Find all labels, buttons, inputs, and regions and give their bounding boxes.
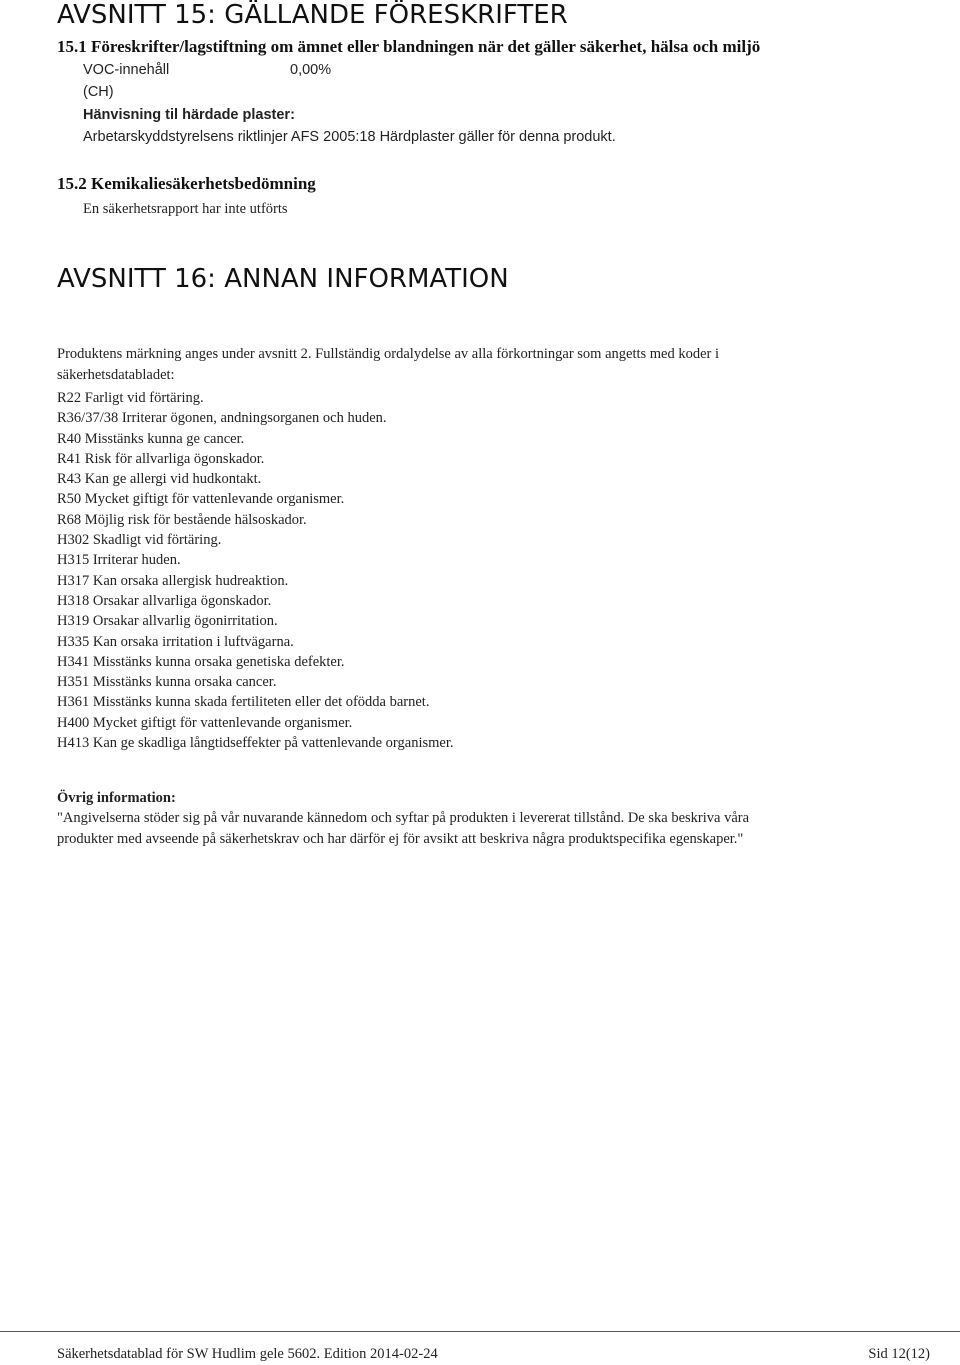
hazard-phrase-item: H361 Misstänks kunna skada fertiliteten eller det ofödda barnet. — [57, 694, 430, 711]
voc-label: VOC-innehåll — [83, 62, 170, 78]
subsection-title: Kemikaliesäkerhetsbedömning — [91, 174, 316, 193]
hazard-phrase-item: H351 Misstänks kunna orsaka cancer. — [57, 674, 277, 691]
hazard-phrase-item: H315 Irriterar huden. — [57, 552, 181, 569]
labeling-intro-line-1: Produktens märkning anges under avsnitt 2. Fullständig ordalydelse av alla förkortningar som angetts med koder i — [57, 346, 720, 362]
subsection-number: 15.1 — [57, 37, 87, 56]
hazard-phrase-item: H319 Orsakar allvarlig ögonirritation. — [57, 613, 278, 630]
hazard-phrase-item: R41 Risk för allvarliga ögonskador. — [57, 450, 265, 467]
labeling-intro-line-2: säkerhetsdatabladet: — [57, 367, 175, 383]
subsection-15-1-title — [57, 37, 760, 57]
hazard-phrase-item: H413 Kan ge skadliga långtidseffekter på vattenlevande organismer. — [57, 735, 454, 752]
hazard-phrase-item: H302 Skadligt vid förtäring. — [57, 532, 222, 549]
hazard-phrase-item: R36/37/38 Irriterar ögonen, andningsorganen och huden. — [57, 410, 387, 427]
hazard-phrase-item: R22 Farligt vid förtäring. — [57, 390, 204, 406]
hazard-phrase-item: H400 Mycket giftigt för vattenlevande organismer. — [57, 714, 353, 731]
safety-report-text: En säkerhetsrapport har inte utförts — [83, 201, 288, 217]
hazard-phrase-item: R40 Misstänks kunna ge cancer. — [57, 430, 245, 447]
footer-document-title: Säkerhetsdatablad för SW Hudlim gele 5602. Edition 2014-02-24 — [57, 1346, 438, 1362]
footer-divider — [0, 1331, 960, 1332]
other-info-line-2: produkter med avseende på säkerhetskrav och har därför ej för avsikt att beskriva några produktspecifika egenskaper." — [57, 831, 744, 847]
other-info-label: Övrig information: — [57, 790, 176, 806]
subsection-number: 15.2 — [57, 174, 87, 193]
subsection-15-2-title — [57, 174, 316, 194]
subsection-title: Föreskrifter/lagstiftning om ämnet eller blandningen när det gäller säkerhet, hälsa och miljö — [91, 37, 761, 56]
hazard-phrase-item: H341 Misstänks kunna orsaka genetiska defekter. — [57, 653, 345, 670]
hazard-phrase-item: R68 Möjlig risk för bestående hälsoskador. — [57, 511, 307, 528]
other-info-line-1: "Angivelserna stöder sig på vår nuvarande kännedom och syftar på produkten i levererat tillstånd. De ska beskriva våra — [57, 810, 750, 826]
hazard-phrase-item: H335 Kan orsaka irritation i luftvägarna. — [57, 633, 294, 650]
section-15-heading: AVSNITT 15: GÄLLANDE FÖRESKRIFTER — [57, 0, 568, 30]
hardade-text: Arbetarskyddstyrelsens riktlinjer AFS 2005:18 Härdplaster gäller för denna produkt. — [83, 129, 616, 145]
hardade-label: Hänvisning til härdade plaster: — [83, 107, 295, 123]
hazard-phrase-item: R43 Kan ge allergi vid hudkontakt. — [57, 471, 262, 488]
voc-value: 0,00% — [290, 62, 332, 78]
hazard-phrase-item: R50 Mycket giftigt för vattenlevande organismer. — [57, 491, 345, 508]
hazard-phrase-item: H318 Orsakar allvarliga ögonskador. — [57, 592, 272, 609]
ch-label: (CH) — [83, 84, 114, 100]
section-16-heading: AVSNITT 16: ANNAN INFORMATION — [57, 264, 509, 294]
hazard-phrase-list — [57, 388, 453, 753]
hazard-phrase-item: H317 Kan orsaka allergisk hudreaktion. — [57, 572, 289, 589]
footer-page-number: Sid 12(12) — [868, 1346, 930, 1362]
